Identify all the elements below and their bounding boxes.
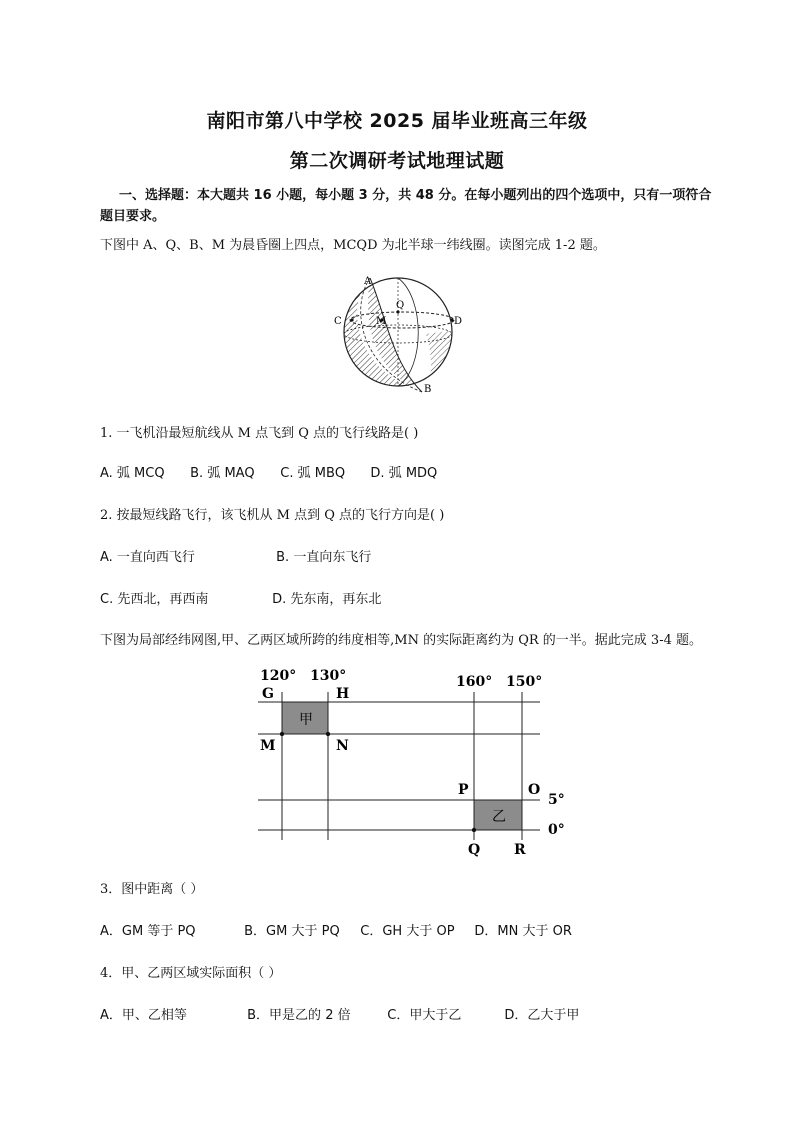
point-label-q: Q xyxy=(468,842,481,858)
q4-option-d[interactable]: D．乙大于甲 xyxy=(504,1008,580,1023)
q3-option-c[interactable]: C．GH 大于 OP xyxy=(360,924,455,939)
question-3-stem: 3．图中距离（ ） xyxy=(100,882,204,897)
point-label-n: N xyxy=(336,738,349,754)
lat-label-5: 5° xyxy=(548,792,565,808)
question-4-options xyxy=(100,1004,579,1023)
globe-label-m: M xyxy=(376,316,387,327)
q2-option-c[interactable]: C. 先西北，再西南 xyxy=(100,592,209,607)
q4-option-b[interactable]: B．甲是乙的 2 倍 xyxy=(247,1008,351,1023)
globe-label-b: B xyxy=(424,384,432,395)
q1-option-d[interactable]: D. 弧 MDQ xyxy=(370,466,438,481)
q2-option-d[interactable]: D. 先东南，再东北 xyxy=(272,592,382,607)
lat-label-0: 0° xyxy=(548,822,565,838)
q3-option-b[interactable]: B．GM 大于 PQ xyxy=(244,924,340,939)
lon-label-120: 120° xyxy=(260,668,297,684)
point-label-o: O xyxy=(528,782,541,798)
lon-label-150: 150° xyxy=(506,674,543,690)
question-1-stem: 1. 一飞机沿最短航线从 M 点飞到 Q 点的飞行线路是( ) xyxy=(100,426,419,441)
q3-option-a[interactable]: A．GM 等于 PQ xyxy=(100,924,196,939)
latitude-circle xyxy=(350,312,454,328)
point-label-r: R xyxy=(514,842,526,858)
globe-label-a: A xyxy=(364,276,372,287)
question-1-options xyxy=(100,462,437,481)
q4-option-c[interactable]: C．甲大于乙 xyxy=(387,1008,462,1023)
point-label-g: G xyxy=(262,686,274,702)
globe-label-q: Q xyxy=(396,300,405,311)
lon-label-130: 130° xyxy=(310,668,347,684)
region-yi-label: 乙 xyxy=(492,809,506,825)
region-jia-label: 甲 xyxy=(299,712,313,728)
section-heading-line1: 一、选择题：本大题共 16 小题，每小题 3 分，共 48 分。在每小题列出的四个选项中，只有一项符合 xyxy=(119,188,712,203)
question-2-stem: 2. 按最短线路飞行，该飞机从 M 点到 Q 点的飞行方向是( ) xyxy=(100,508,445,523)
lon-label-160: 160° xyxy=(456,674,493,690)
q2-option-b[interactable]: B. 一直向东飞行 xyxy=(276,550,372,565)
question-3-options xyxy=(100,920,572,939)
q1-option-a[interactable]: A. 弧 MCQ xyxy=(100,466,165,481)
section-heading-line2: 题目要求。 xyxy=(100,209,166,224)
q4-option-a[interactable]: A．甲、乙相等 xyxy=(100,1008,187,1023)
globe-figure xyxy=(330,268,470,398)
point-label-m: M xyxy=(260,738,276,754)
lat-lon-grid-figure xyxy=(250,664,580,860)
q3-option-d[interactable]: D．MN 大于 OR xyxy=(474,924,572,939)
stem-questions-1-2: 下图中 A、Q、B、M 为晨昏圈上四点，MCQD 为北半球一纬线圈。读图完成 1-2 题。 xyxy=(100,238,606,253)
q1-option-b[interactable]: B. 弧 MAQ xyxy=(190,466,255,481)
q2-option-a[interactable]: A. 一直向西飞行 xyxy=(100,550,195,565)
globe-label-d: D xyxy=(454,316,463,327)
exam-title-line2: 第二次调研考试地理试题 xyxy=(289,150,505,172)
question-2-options-row1 xyxy=(100,546,371,565)
question-4-stem: 4．甲、乙两区域实际面积（ ） xyxy=(100,966,282,981)
globe-label-c: C xyxy=(334,316,342,327)
stem-questions-3-4: 下图为局部经纬网图,甲、乙两区域所跨的纬度相等,MN 的实际距离约为 QR 的一半。据此完成 3-4 题。 xyxy=(100,633,702,648)
night-region-right xyxy=(426,328,470,398)
question-2-options-row2 xyxy=(100,588,381,607)
point-label-p: P xyxy=(458,782,469,798)
q1-option-c[interactable]: C. 弧 MBQ xyxy=(280,466,346,481)
point-label-h: H xyxy=(336,686,350,702)
exam-title-line1: 南阳市第八中学校 2025 届毕业班高三年级 xyxy=(206,110,588,132)
